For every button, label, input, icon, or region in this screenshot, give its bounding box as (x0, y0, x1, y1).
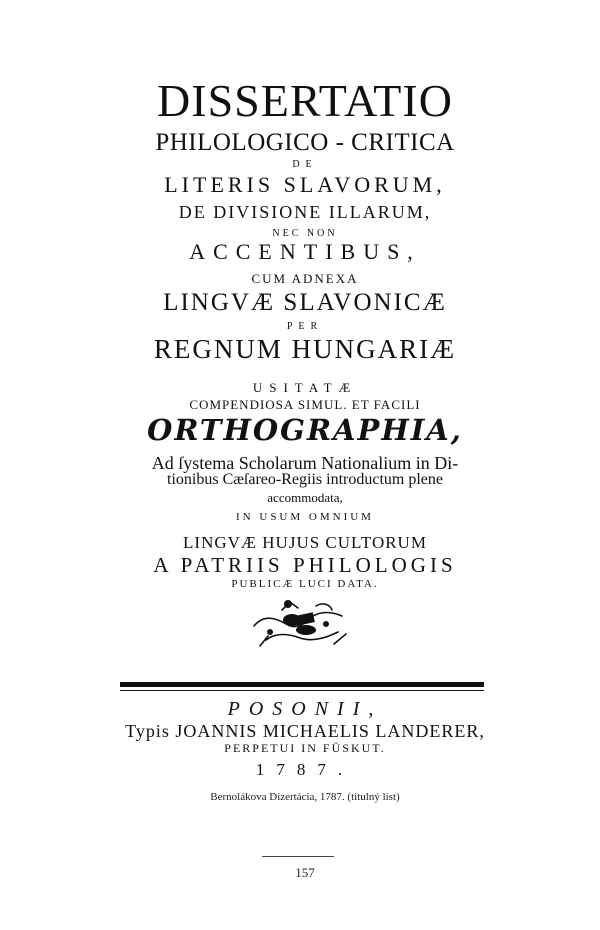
title-line-ad-systema: Ad ſystema Scholarum Nationalium in Di- (151, 453, 459, 473)
title-line-per: PER (286, 321, 324, 332)
imprint-rule-thin (120, 690, 484, 691)
printers-ornament-icon (246, 596, 356, 654)
title-line-nec-non: NEC NON (272, 228, 338, 239)
title-line-patriis-philologis: A PATRIIS PHILOLOGIS (153, 553, 457, 577)
page-number: 157 (295, 865, 315, 880)
title-line-literis: LITERIS SLAVORUM, (164, 172, 446, 197)
title-line-orthographia: ORTHOGRAPHIA, (147, 413, 463, 447)
imprint-printer-sub: PERPETUI IN FÜSKUT. (224, 741, 386, 755)
title-line-cum-adnexa: CUM ADNEXA (251, 271, 359, 286)
title-line-tionibus: tionibus Cæſareo-Regiis introductum plene (167, 471, 443, 488)
imprint-year: 1787. (255, 760, 355, 779)
title-line-in-usum: IN USUM OMNIUM (236, 511, 374, 523)
title-line-regnum-hungariae: REGNUM HUNGARIÆ (153, 334, 457, 364)
figure-caption: Bernolákova Dizertácia, 1787. (titulný list) (210, 791, 400, 803)
title-line-publicae-luci: PUBLICÆ LUCI DATA. (231, 578, 379, 590)
imprint-printer: Typis JOANNIS MICHAELIS LANDERER, (125, 721, 485, 741)
title-line-usitatae: USITATÆ (252, 380, 358, 395)
title-line-accommodata: accommodata, (267, 490, 343, 505)
title-line-lingvae-slavonicae: LINGVÆ SLAVONICÆ (163, 289, 447, 316)
title-dissertatio: DISSERTATIO (157, 75, 453, 126)
title-line-divisione: DE DIVISIONE ILLARUM, (178, 202, 432, 222)
title-line-compendiosa: COMPENDIOSA SIMUL. ET FACILI (189, 397, 421, 412)
title-line-de: DE (292, 159, 318, 170)
title-line-accentibus: ACCENTIBUS, (189, 239, 421, 264)
title-line-cultorum: LINGVÆ HUJUS CULTORUM (183, 533, 427, 552)
imprint-rule-thick (120, 682, 484, 687)
page-number-rule (262, 856, 334, 857)
subtitle-philologico-critica: PHILOLOGICO - CRITICA (155, 129, 455, 156)
imprint-place: POSONII, (227, 698, 383, 720)
